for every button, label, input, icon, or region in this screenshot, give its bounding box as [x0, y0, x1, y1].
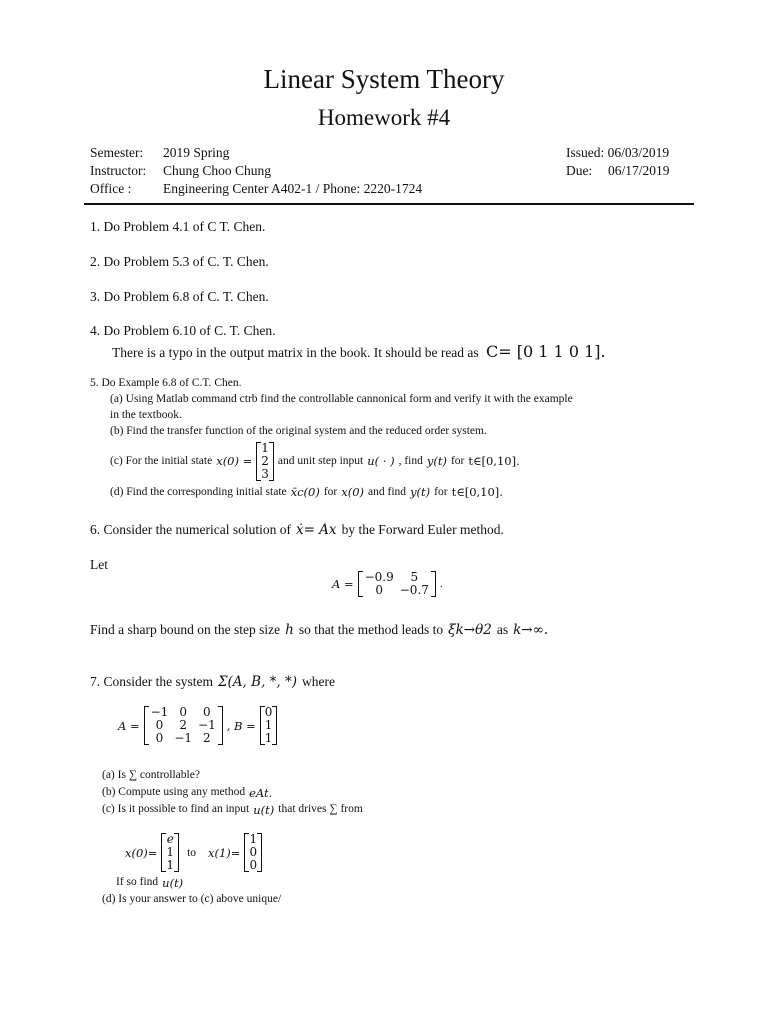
initial-state-vector: 1 2 3: [256, 442, 274, 481]
problem-6: 6. Consider the numerical solution of ẋ= Ax by the Forward Euler method.: [90, 522, 504, 538]
semester-label: Semester:: [90, 145, 144, 160]
problem-5b: (b) Find the transfer function of the original system and the reduced order system.: [110, 425, 487, 437]
problem-4-note: There is a typo in the output matrix in the book. It should be read as C= [0 1 1 0 1].: [112, 342, 606, 361]
initial-state-x0: e 1 1: [161, 833, 179, 872]
due-value: 06/17/2019: [608, 163, 670, 178]
semester-value: 2019 Spring: [163, 145, 230, 160]
final-state-x1: 1 0 0: [244, 833, 262, 872]
office-value: Engineering Center A402-1 / Phone: 2220-1724: [163, 181, 423, 196]
problem-7-matrices: A = −1 0 0 0 2 −1 0 −1 2 , B = 0 1 1: [118, 706, 277, 745]
document-subtitle: Homework #4: [317, 105, 451, 130]
due-label: Due:: [566, 163, 593, 178]
office-label: Office :: [90, 181, 132, 196]
problem-6-let: Let: [90, 557, 108, 572]
problem-1: 1. Do Problem 4.1 of C T. Chen.: [90, 219, 266, 234]
problem-5d: (d) Find the corresponding initial state x̄c(0) for x(0) and find y(t) for t∈[0,10].: [110, 485, 503, 499]
problem-7c: (c) Is it possible to find an input u(t) that drives ∑ from: [102, 803, 363, 817]
document-title: Linear System Theory: [263, 64, 505, 94]
matrix-b-7: 0 1 1: [260, 706, 278, 745]
problem-7a: (a) Is ∑ controllable?: [102, 769, 200, 781]
problem-7b: (b) Compute using any method eAt.: [102, 786, 273, 800]
problem-7: 7. Consider the system Σ(A, B, *, *) where: [90, 674, 335, 690]
header-divider: [84, 203, 694, 205]
problem-5a-line1: (a) Using Matlab command ctrb find the controllable cannonical form and verify it with the example: [110, 393, 573, 405]
issued-date: Issued: 06/03/2019: [566, 145, 670, 160]
problem-4: 4. Do Problem 6.10 of C. T. Chen.: [90, 323, 276, 338]
problem-5c: (c) For the initial state x(0) = 1 2 3 and unit step input u( · ) , find y(t) for t∈[0,10].: [110, 440, 520, 481]
problem-6-find: Find a sharp bound on the step size h so that the method leads to ξk→θ2 as k→∞.: [90, 622, 549, 638]
problem-7c-if-so: If so find u(t): [116, 876, 184, 890]
problem-7c-states: x(0)= e 1 1 to x(1)= 1 0 0: [125, 833, 262, 872]
problem-5: 5. Do Example 6.8 of C.T. Chen.: [90, 377, 242, 389]
problem-7d: (d) Is your answer to (c) above unique/: [102, 893, 282, 905]
matrix-a-6: −0.9 5 0 −0.7: [358, 571, 436, 597]
problem-3: 3. Do Problem 6.8 of C. T. Chen.: [90, 289, 269, 304]
problem-5a-line2: in the textbook.: [110, 409, 182, 421]
problem-2: 2. Do Problem 5.3 of C. T. Chen.: [90, 254, 269, 269]
instructor-label: Instructor:: [90, 163, 147, 178]
problem-6-matrix: A = −0.9 5 0 −0.7 .: [332, 570, 443, 597]
matrix-a-7: −1 0 0 0 2 −1 0 −1 2: [144, 706, 223, 745]
instructor-value: Chung Choo Chung: [163, 163, 272, 178]
problem-4-equation: C= [0 1 1 0 1].: [486, 342, 606, 361]
